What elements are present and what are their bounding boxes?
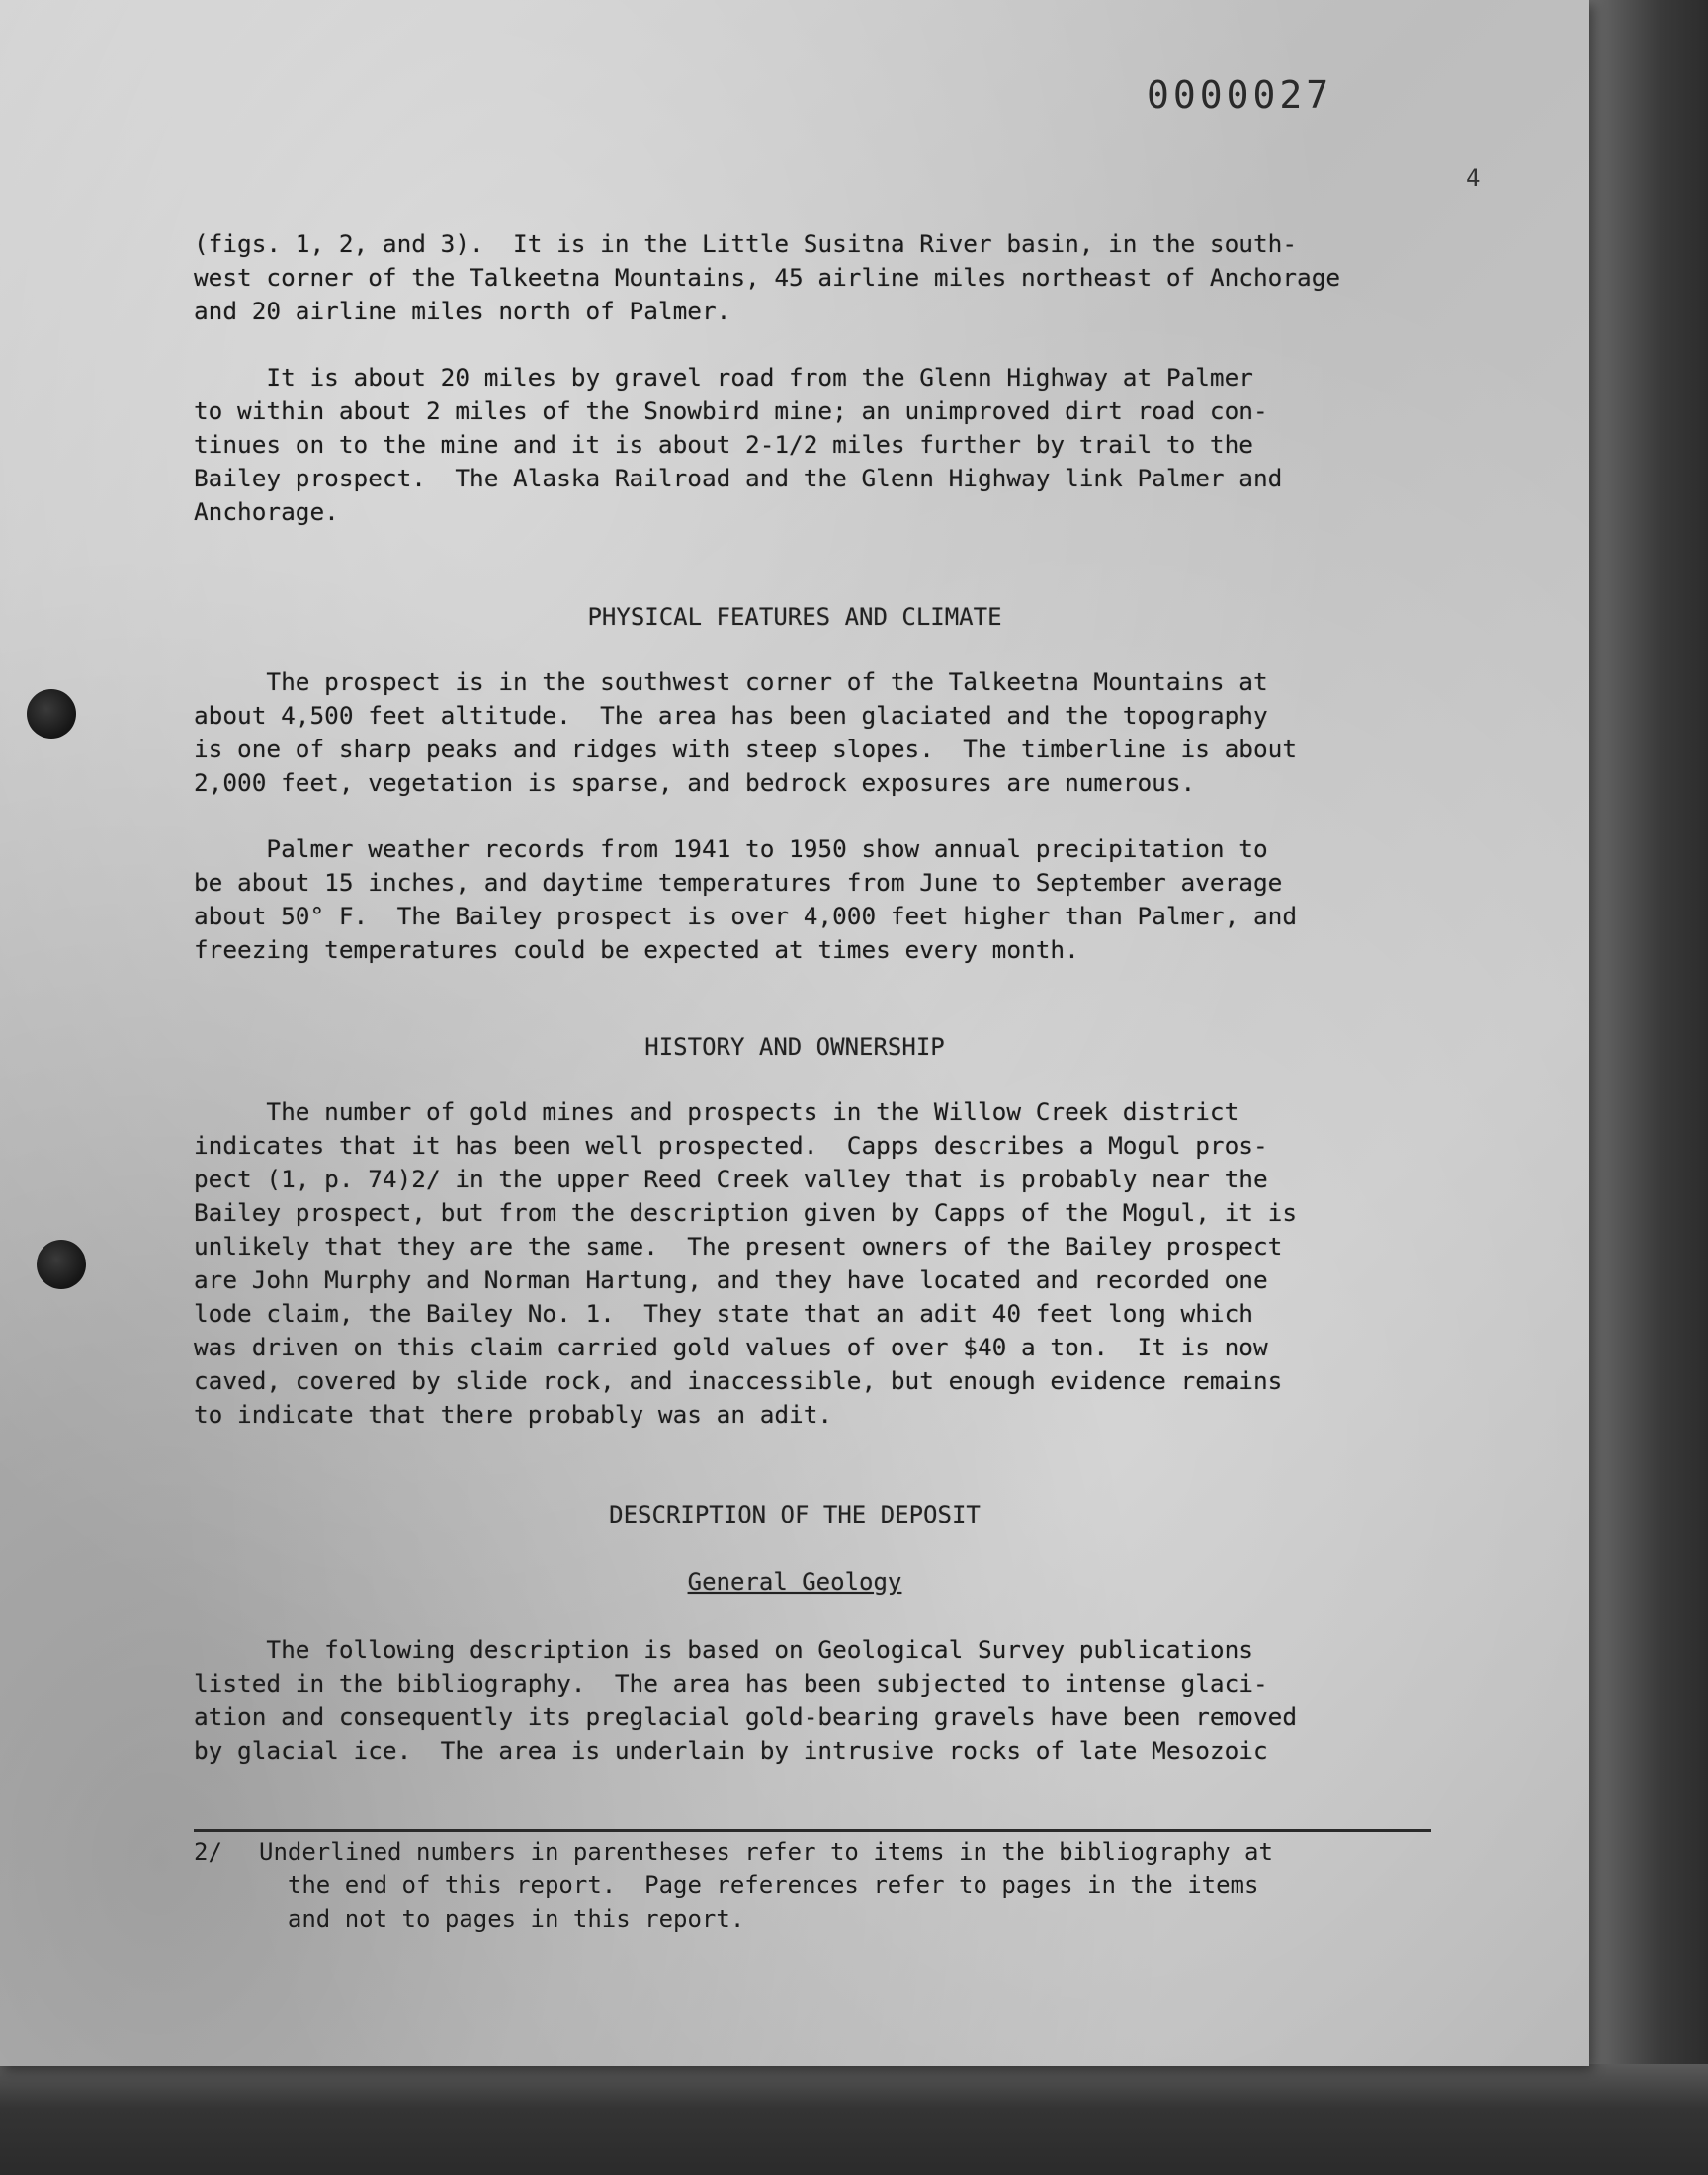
document-number: 0000027 bbox=[1147, 73, 1333, 117]
punch-hole bbox=[27, 689, 76, 739]
intro-paragraph-2: It is about 20 miles by gravel road from the Glenn Highway at Palmer to within about 2 miles of the Snowbird mine; an unimproved dirt road con- tinues on to the mine and it is about 2-1/2 miles further by trail to the Bailey prospect. The Alaska Railroad and the Glenn Highway link Palmer and Anchorage. bbox=[194, 363, 1283, 526]
scan-edge-right bbox=[1589, 0, 1708, 2175]
history-paragraph: The number of gold mines and prospects in the Willow Creek district indicates that it has been well prospected. Capps describes a Mogul pros- pect (1, p. 74)2/ in the upper Reed Creek valley that is probably near the Bailey prospect, but from the description given by Capps of the Mogul, it is unlikely that they are the same. The present owners of the Bailey prospect are John Murphy and Norman Hartung, and they have located and recorded one lode claim, the Bailey No. 1. They state that an adit 40 feet long which was driven on this claim carried gold values of over $40 a ton. It is now caved, covered by slide rock, and inaccessible, but enough evidence remains to indicate that there probably was an adit. bbox=[194, 1097, 1298, 1429]
footnote-text: Underlined numbers in parentheses refer to items in the bibliography at the end of this report. Page references refer to pages in the items and not to pages in this report. bbox=[259, 1838, 1273, 1933]
physical-paragraph-2: Palmer weather records from 1941 to 1950 show annual precipitation to be about 15 inches, and daytime temperatures from June to September average about 50° F. The Bailey prospect is over 4,000 feet higher than Palmer, and freezing temperatures could be expected at times every month. bbox=[194, 834, 1298, 964]
subheading-general-geology: General Geology bbox=[687, 1568, 902, 1596]
footnote-mark: 2/ bbox=[194, 1838, 222, 1866]
footnote-divider bbox=[194, 1829, 1431, 1832]
section-heading-history: HISTORY AND OWNERSHIP bbox=[644, 1033, 945, 1061]
physical-paragraph-1: The prospect is in the southwest corner of the Talkeetna Mountains at about 4,500 feet altitude. The area has been glaciated and the topography is one of sharp peaks and ridges with steep slopes. The timberline is about 2,000 feet, vegetation is sparse, and bedrock exposures are numerous. bbox=[194, 667, 1298, 797]
intro-paragraph-1: (figs. 1, 2, and 3). It is in the Little Susitna River basin, in the south- west corner of the Talkeetna Mountains, 45 airline miles northeast of Anchorage and 20 airline miles north of Palmer. bbox=[194, 229, 1341, 325]
section-heading-physical: PHYSICAL FEATURES AND CLIMATE bbox=[587, 603, 1002, 631]
punch-hole bbox=[37, 1240, 86, 1289]
section-heading-deposit: DESCRIPTION OF THE DEPOSIT bbox=[609, 1501, 981, 1528]
page-number: 4 bbox=[1466, 164, 1481, 192]
deposit-paragraph: The following description is based on Geological Survey publications listed in the bibliography. The area has been subjected to intense glaci- ation and consequently its preglacial gold-bearing gravels have been removed by glacial ice. The area is underlain by intrusive rocks of late Mesozoic bbox=[194, 1635, 1298, 1765]
scan-edge-bottom bbox=[0, 2064, 1708, 2175]
